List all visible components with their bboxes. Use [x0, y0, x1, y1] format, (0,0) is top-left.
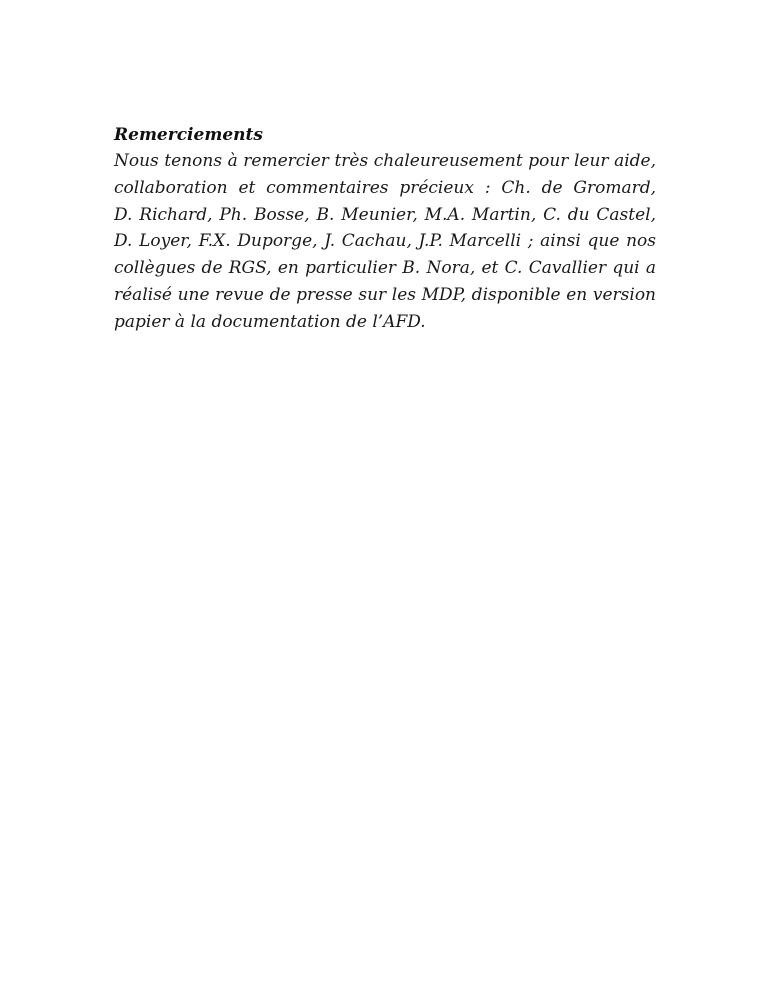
acknowledgements-section	[114, 122, 656, 336]
acknowledgements-heading: Remerciements	[114, 125, 263, 145]
paragraph-line: D. Richard, Ph. Bosse, B. Meunier, M.A. Martin, C. du Castel,	[114, 204, 656, 225]
paragraph-line: collaboration et commentaires précieux : Ch. de Gromard,	[114, 177, 656, 198]
paragraph-line: réalisé une revue de presse sur les MDP, disponible en version	[114, 284, 656, 305]
paragraph-line: papier à la documentation de l’AFD.	[114, 311, 426, 332]
paragraph-line: D. Loyer, F.X. Duporge, J. Cachau, J.P. Marcelli ; ainsi que nos	[114, 231, 656, 252]
paragraph-line: collègues de RGS, en particulier B. Nora, et C. Cavallier qui a	[114, 258, 656, 279]
paragraph-line: Nous tenons à remercier très chaleureusement pour leur aide,	[114, 151, 656, 171]
acknowledgements-paragraph	[114, 148, 656, 336]
